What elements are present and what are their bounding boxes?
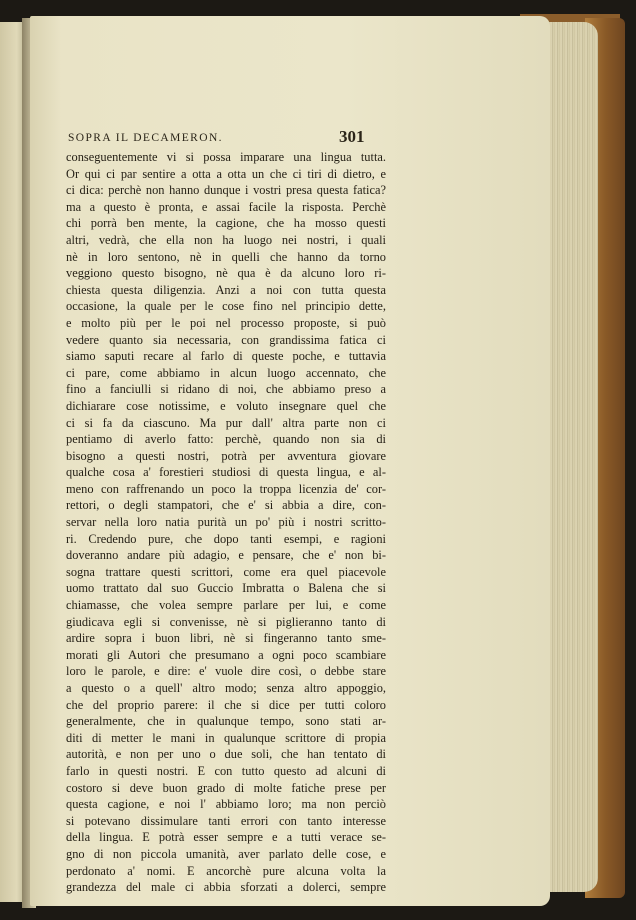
text-line: chiamasse, che volea sempre parlare per lui, e come bbox=[66, 598, 386, 613]
text-line: fino a fanciulli si ridano di noi, che abbiamo preso a bbox=[66, 382, 386, 397]
text-line: si potevano dissimulare tanti errori con tanto interesse bbox=[66, 813, 386, 828]
text-line: sogna trattare questi scrittori, come era quel piacevole bbox=[66, 564, 386, 579]
text-line: ci pare, come abbiamo in alcun luogo accennato, che bbox=[66, 365, 386, 380]
text-line: ardire sopra i buon libri, nè si fingeranno tanto sme- bbox=[66, 631, 386, 646]
text-line: ri. Credendo pure, che dopo tanti esempi, e ragioni bbox=[66, 531, 386, 546]
text-line: altri, vedrà, che ella non ha luogo nei nostri, i quali bbox=[66, 232, 386, 247]
text-line: costoro si deve buon grado di molte fatiche prese per bbox=[66, 780, 386, 795]
text-line: gno di non piccola umanità, aver parlato delle cose, e bbox=[66, 846, 386, 861]
running-title: SOPRA IL DECAMERON. bbox=[68, 132, 223, 144]
text-line: doveranno andare più adagio, e pensare, che e' non bi- bbox=[66, 548, 386, 563]
text-line: che del proprio parere: il che si dice per tutti coloro bbox=[66, 697, 386, 712]
text-line: farlo in questi nostri. E con tutto questo ad alcuni di bbox=[66, 763, 386, 778]
text-line: della lingua. E potrà esser sempre e a tutti verace se- bbox=[66, 830, 386, 845]
text-line: chi porrà ben mente, la cagione, che ha mosso questi bbox=[66, 216, 386, 231]
text-line: pentiamo di averlo fatto: perchè, quando non sia di bbox=[66, 432, 386, 447]
text-line: occasione, la quale per le cose fino nel principio dette, bbox=[66, 299, 386, 314]
text-line: ci dica: perchè non hanno dunque i vostri presa questa fatica? bbox=[66, 183, 386, 198]
text-line: nè in loro sentono, nè in quelli che hanno da torno bbox=[66, 249, 386, 264]
text-line: vedere quanto sia necessaria, con grandissima fatica ci bbox=[66, 332, 386, 347]
text-line: Or qui ci par sentire a otta a otta un che ci tiri di dietro, e bbox=[66, 166, 386, 181]
text-line: grandezza del male ci abbia sforzati a dolerci, sempre bbox=[66, 880, 386, 895]
text-line: qualche cosa a' forestieri studiosi di questa lingua, e al- bbox=[66, 465, 386, 480]
text-line: e molto più per le poi nel processo proposte, si può bbox=[66, 315, 386, 330]
text-line: ma a questo è pronta, e assai facile la risposta. Perchè bbox=[66, 199, 386, 214]
text-line: veggiono questo bisogno, nè qua è da alcuno loro ri- bbox=[66, 266, 386, 281]
text-line: servar nella loro natia purità un po' più i nostri scritto- bbox=[66, 515, 386, 530]
text-line: giudicava egli si convenisse, nè si piglieranno tanto di bbox=[66, 614, 386, 629]
text-line: conseguentemente vi si possa imparare una lingua tutta. bbox=[66, 150, 386, 164]
text-line: loro le parole, e dire: e' vuole dire così, o debbe stare bbox=[66, 664, 386, 679]
text-line: siamo saputi recare al farlo di queste poche, e tuttavia bbox=[66, 349, 386, 364]
body-text bbox=[66, 149, 386, 896]
text-line: uomo trattato dal suo Guccio Imbratta o Balena che si bbox=[66, 581, 386, 596]
text-line: perdonato a' nomi. E ancorchè pure alcuna volta la bbox=[66, 863, 386, 878]
text-line: a questo o a quell' altro modo; senza altro appoggio, bbox=[66, 681, 386, 695]
text-line: chiesta questa diligenzia. Anzi a noi con tutta questa bbox=[66, 282, 386, 297]
text-line: generalmente, che in qualunque tempo, sono stati ar- bbox=[66, 714, 386, 729]
text-line: meno con raffrenando un poco la troppa licenzia de' cor- bbox=[66, 481, 386, 496]
text-line: rettori, o degli stampatori, che e' si abbia a dire, con- bbox=[66, 498, 386, 513]
text-line: questa cagione, e noi l' abbiamo loro; ma non perciò bbox=[66, 797, 386, 812]
text-line: ci si fa da ciascuno. Ma pur dall' altra parte non ci bbox=[66, 415, 386, 430]
text-line: diti di metter le mani in qualunque scrittore di propia bbox=[66, 730, 386, 745]
page-number: 301 bbox=[339, 127, 365, 146]
text-line: autorità, e non per uno o due soli, che han tentato di bbox=[66, 747, 386, 762]
text-line: bisogno a questi nostri, potrà per avventura giovare bbox=[66, 448, 386, 463]
text-line: morati gli Autori che presumano a ogni poco scambiare bbox=[66, 647, 386, 662]
running-head bbox=[68, 127, 376, 146]
text-line: dichiarare cose notissime, e voluto insegnare quel che bbox=[66, 398, 386, 413]
